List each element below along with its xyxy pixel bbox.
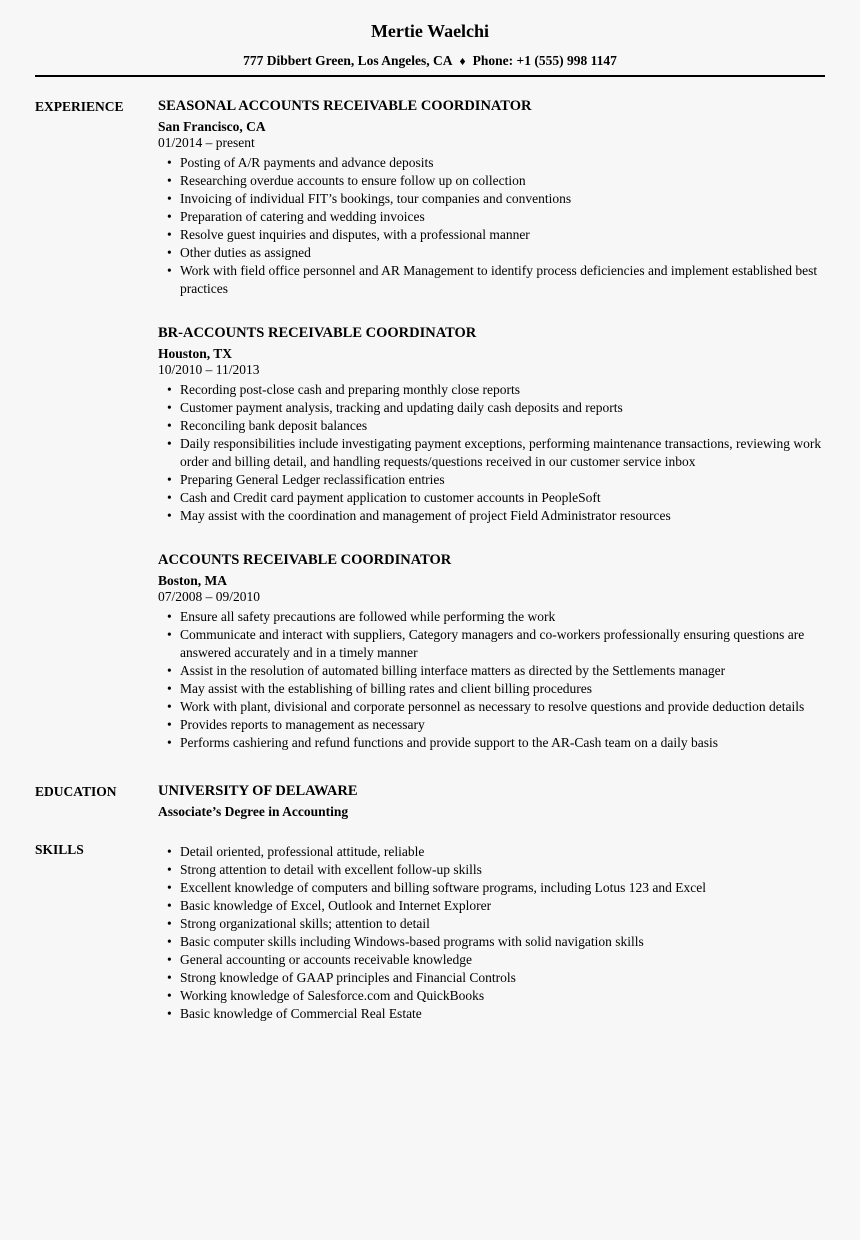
bullet-item: • Invoicing of individual FIT’s bookings, tour companies and conventions bbox=[158, 190, 825, 208]
job-bullet-list bbox=[158, 608, 825, 752]
bullet-item: • May assist with the establishing of billing rates and client billing procedures bbox=[158, 680, 825, 698]
job-bullet-list bbox=[158, 381, 825, 525]
bullet-item: • Work with plant, divisional and corporate personnel as necessary to resolve questions and provide deduction details bbox=[158, 698, 825, 716]
contact-line bbox=[35, 53, 825, 69]
bullet-item: • Performs cashiering and refund functions and provide support to the AR-Cash team on a daily basis bbox=[158, 734, 825, 752]
skill-item: • Strong attention to detail with excellent follow-up skills bbox=[158, 861, 825, 879]
job-entry-3 bbox=[158, 551, 825, 752]
bullet-item: • Researching overdue accounts to ensure follow up on collection bbox=[158, 172, 825, 190]
job-title: ACCOUNTS RECEIVABLE COORDINATOR bbox=[158, 552, 452, 568]
bullet-item: • Preparation of catering and wedding invoices bbox=[158, 208, 825, 226]
education-section bbox=[35, 782, 825, 820]
job-dates: 01/2014 – present bbox=[158, 135, 255, 150]
skill-item: • Basic computer skills including Windows-based programs with solid navigation skills bbox=[158, 933, 825, 951]
bullet-item: • May assist with the coordination and management of project Field Administrator resources bbox=[158, 507, 825, 525]
skills-bullet-list bbox=[158, 843, 825, 1023]
skill-item: • General accounting or accounts receivable knowledge bbox=[158, 951, 825, 969]
skill-item: • Basic knowledge of Commercial Real Estate bbox=[158, 1005, 825, 1023]
degree-name: Associate’s Degree in Accounting bbox=[158, 804, 349, 819]
education-content bbox=[158, 782, 825, 820]
resume-header bbox=[35, 20, 825, 77]
experience-content bbox=[158, 97, 825, 752]
skill-item: • Excellent knowledge of computers and billing software programs, including Lotus 123 and Excel bbox=[158, 879, 825, 897]
bullet-item: • Posting of A/R payments and advance deposits bbox=[158, 154, 825, 172]
skills-content bbox=[158, 840, 825, 1023]
job-bullet-list bbox=[158, 154, 825, 298]
bullet-item: • Recording post-close cash and preparing monthly close reports bbox=[158, 381, 825, 399]
bullet-item: • Customer payment analysis, tracking and updating daily cash deposits and reports bbox=[158, 399, 825, 417]
skill-item: • Strong organizational skills; attention to detail bbox=[158, 915, 825, 933]
phone-text: Phone: +1 (555) 998 1147 bbox=[472, 53, 617, 68]
job-entry-1 bbox=[158, 97, 825, 298]
address-text: 777 Dibbert Green, Los Angeles, CA bbox=[243, 53, 453, 68]
education-section-label: EDUCATION bbox=[35, 784, 117, 799]
skill-item: • Basic knowledge of Excel, Outlook and Internet Explorer bbox=[158, 897, 825, 915]
skills-section bbox=[35, 840, 825, 1023]
job-entry-2 bbox=[158, 324, 825, 525]
header-divider bbox=[35, 75, 825, 77]
person-name: Mertie Waelchi bbox=[370, 21, 490, 41]
experience-section bbox=[35, 97, 825, 752]
job-dates: 10/2010 – 11/2013 bbox=[158, 362, 260, 377]
bullet-item: • Preparing General Ledger reclassification entries bbox=[158, 471, 825, 489]
diamond-icon: ♦ bbox=[459, 54, 466, 68]
bullet-item: • Daily responsibilities include investigating payment exceptions, performing maintenance transactions, reviewing work order and billing detail, and handling requests/questions received in our customer service inbox bbox=[158, 435, 825, 471]
bullet-item: • Cash and Credit card payment application to customer accounts in PeopleSoft bbox=[158, 489, 825, 507]
skill-item: • Working knowledge of Salesforce.com and QuickBooks bbox=[158, 987, 825, 1005]
bullet-item: • Provides reports to management as necessary bbox=[158, 716, 825, 734]
job-dates: 07/2008 – 09/2010 bbox=[158, 589, 261, 604]
job-location: Houston, TX bbox=[158, 346, 233, 361]
bullet-item: • Reconciling bank deposit balances bbox=[158, 417, 825, 435]
skill-item: • Strong knowledge of GAAP principles and Financial Controls bbox=[158, 969, 825, 987]
bullet-item: • Assist in the resolution of automated billing interface matters as directed by the Settlements manager bbox=[158, 662, 825, 680]
bullet-item: • Resolve guest inquiries and disputes, with a professional manner bbox=[158, 226, 825, 244]
skills-section-label: SKILLS bbox=[35, 842, 84, 857]
bullet-item: • Other duties as assigned bbox=[158, 244, 825, 262]
bullet-item: • Ensure all safety precautions are followed while performing the work bbox=[158, 608, 825, 626]
job-location: Boston, MA bbox=[158, 573, 228, 588]
bullet-item: • Communicate and interact with suppliers, Category managers and co-workers professionally ensuring questions are answered accurately and in a timely manner bbox=[158, 626, 825, 662]
job-title: SEASONAL ACCOUNTS RECEIVABLE COORDINATOR bbox=[158, 98, 532, 114]
job-location: San Francisco, CA bbox=[158, 119, 266, 134]
skill-item: • Detail oriented, professional attitude, reliable bbox=[158, 843, 825, 861]
bullet-item: • Work with field office personnel and AR Management to identify process deficiencies and implement established best practices bbox=[158, 262, 825, 298]
school-name: UNIVERSITY OF DELAWARE bbox=[158, 783, 358, 799]
job-title: BR-ACCOUNTS RECEIVABLE COORDINATOR bbox=[158, 325, 477, 341]
experience-section-label: EXPERIENCE bbox=[35, 99, 124, 114]
